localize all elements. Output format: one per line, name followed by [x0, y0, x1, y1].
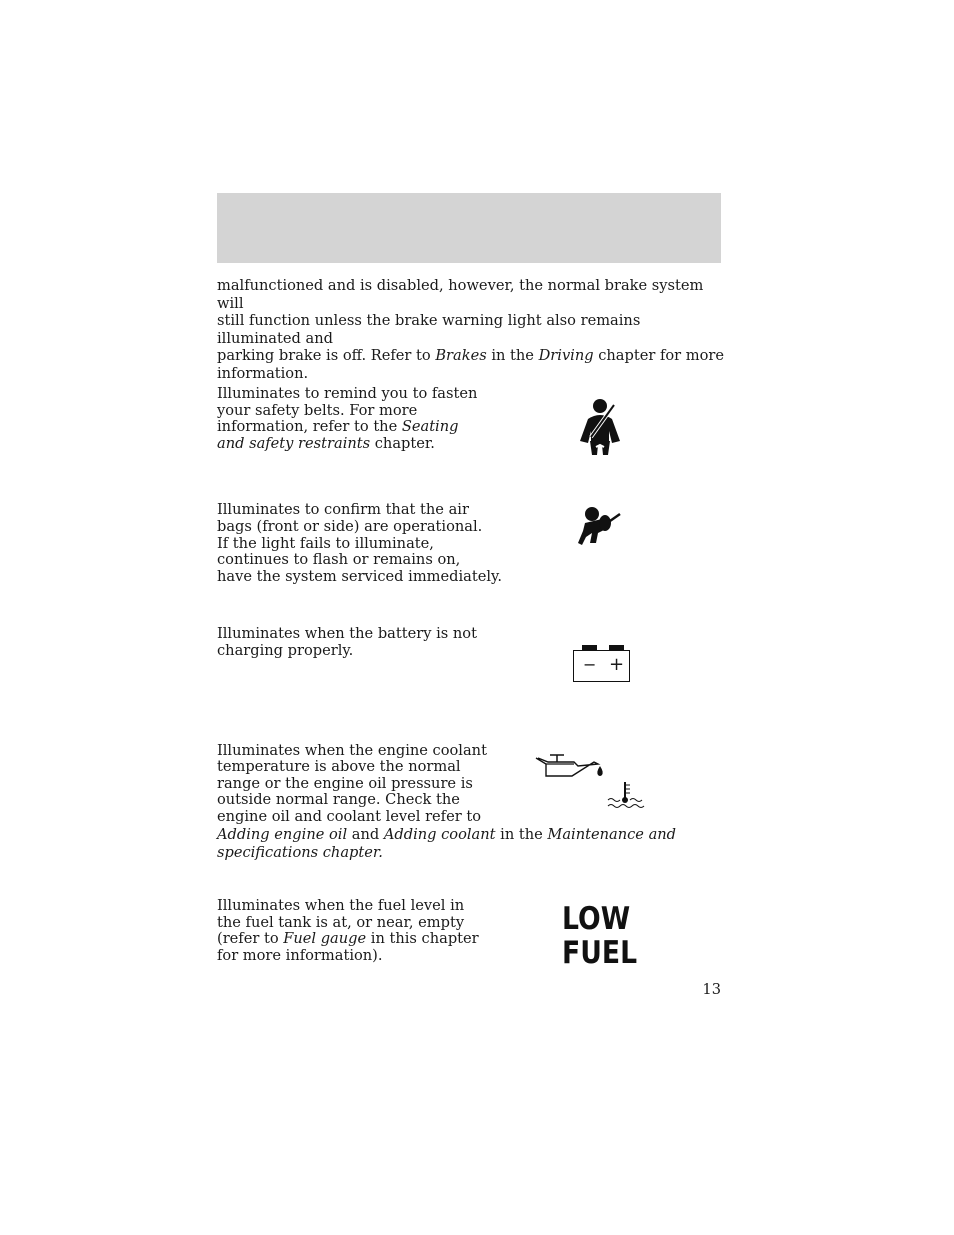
- low-fuel-indicator: LOW FUEL: [562, 901, 638, 971]
- airbag-warning-icon: [576, 505, 624, 547]
- page-number: 13: [702, 981, 721, 998]
- driving-ref: Driving: [538, 347, 594, 364]
- battery-description: Illuminates when the battery is not charging properly.: [217, 625, 477, 659]
- fuel-description: Illuminates when the fuel level in the fuel tank is at, or near, empty (refer to Fuel gauge in this chapter for more information).: [217, 897, 479, 964]
- battery-minus-label: −: [583, 655, 597, 674]
- battery-body: [573, 650, 630, 682]
- airbag-description: Illuminates to confirm that the air bags (front or side) are operational. If the light fails to illuminate, continues to flash or remains on, have the system serviced immediately.: [217, 501, 502, 586]
- battery-plus-label: +: [609, 654, 625, 675]
- oil-can-icon: [534, 752, 606, 780]
- intro-paragraph: malfunctioned and is disabled, however, the normal brake system will still function unless the brake warning light also remains illuminated and parking brake is off. Refer to Brakes in the Driving chapter for more information.: [217, 277, 725, 382]
- battery-warning-icon: [573, 645, 633, 685]
- engine-warning-references: Adding engine oil and Adding coolant in the Maintenance and specifications chapter.: [217, 826, 677, 861]
- seatbelt-warning-icon: [574, 397, 626, 457]
- brakes-ref: Brakes: [435, 347, 487, 364]
- seatbelt-description: Illuminates to remind you to fasten your safety belts. For more information, refer to the Seating and safety restraints chapter.: [217, 385, 478, 452]
- engine-warning-description: Illuminates when the engine coolant temperature is above the normal range or the engine oil pressure is outside normal range. Check the engine oil and coolant level refer to: [217, 742, 487, 825]
- section-header-band: [217, 193, 721, 263]
- coolant-temperature-icon: [606, 780, 646, 810]
